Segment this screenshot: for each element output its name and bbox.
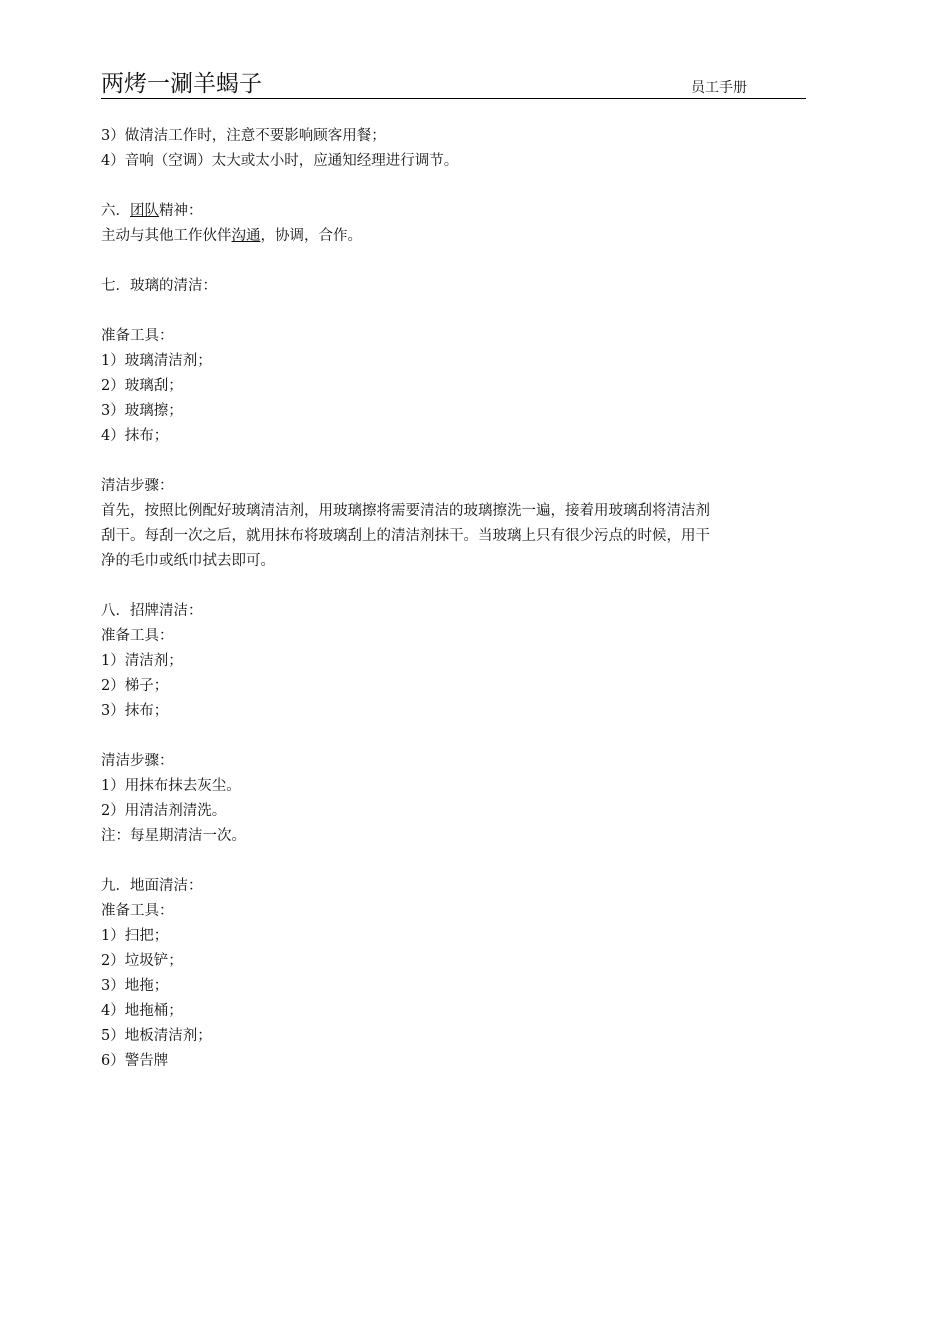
team-text-a: 主动与其他工作伙伴 — [101, 228, 232, 244]
list-item: 1）清洁剂； — [101, 653, 183, 669]
list-item: 2）垃圾铲； — [101, 953, 183, 969]
page-header — [101, 68, 806, 99]
tools-label: 准备工具： — [101, 628, 174, 644]
note: 注：每星期清洁一次。 — [101, 828, 246, 844]
list-item: 3）玻璃擦； — [101, 403, 183, 419]
tools-label: 准备工具： — [101, 903, 174, 919]
list-item: 2）用清洁剂清洗。 — [101, 803, 227, 819]
section-heading-team — [101, 199, 811, 224]
restaurant-title: 两烤一涮羊蝎子 — [101, 71, 262, 97]
section-heading-floor: 九．地面清洁： — [101, 878, 203, 894]
list-item: 5）地板清洁剂； — [101, 1028, 212, 1044]
manual-label: 员工手册 — [691, 80, 747, 96]
list-item: 3）做清洁工作时，注意不要影响顾客用餐； — [101, 128, 386, 144]
heading-prefix: 六． — [101, 203, 130, 219]
list-item: 4）抹布； — [101, 428, 169, 444]
section-heading-glass: 七．玻璃的清洁： — [101, 278, 217, 294]
list-item: 2）梯子； — [101, 678, 169, 694]
steps-label: 清洁步骤： — [101, 478, 174, 494]
tools-label: 准备工具： — [101, 328, 174, 344]
list-item: 1）玻璃清洁剂； — [101, 353, 212, 369]
communication-link[interactable]: 沟通 — [231, 228, 261, 244]
steps-paragraph-line: 净的毛巾或纸巾拭去即可。 — [101, 553, 275, 569]
list-item: 2）玻璃刮； — [101, 378, 183, 394]
heading-suffix: 精神： — [159, 203, 203, 219]
section-heading-signboard: 八．招牌清洁： — [101, 603, 203, 619]
team-link[interactable]: 团队 — [130, 203, 159, 219]
list-item: 4）音响（空调）太大或太小时，应通知经理进行调节。 — [101, 153, 459, 169]
list-item: 6）警告牌 — [101, 1053, 169, 1069]
list-item: 1）扫把； — [101, 928, 169, 944]
steps-paragraph-line: 刮干。每刮一次之后，就用抹布将玻璃刮上的清洁剂抹干。当玻璃上只有很少污点的时候，用干 — [101, 528, 710, 544]
team-text — [101, 224, 811, 249]
list-item: 1）用抹布抹去灰尘。 — [101, 778, 241, 794]
steps-label: 清洁步骤： — [101, 753, 174, 769]
list-item: 4）地拖桶； — [101, 1003, 183, 1019]
document-body — [101, 124, 811, 1074]
list-item: 3）抹布； — [101, 703, 169, 719]
team-text-b: ，协调，合作。 — [260, 228, 362, 244]
steps-paragraph-line: 首先，按照比例配好玻璃清洁剂，用玻璃擦将需要清洁的玻璃擦洗一遍，接着用玻璃刮将清洁剂 — [101, 503, 710, 519]
list-item: 3）地拖； — [101, 978, 169, 994]
